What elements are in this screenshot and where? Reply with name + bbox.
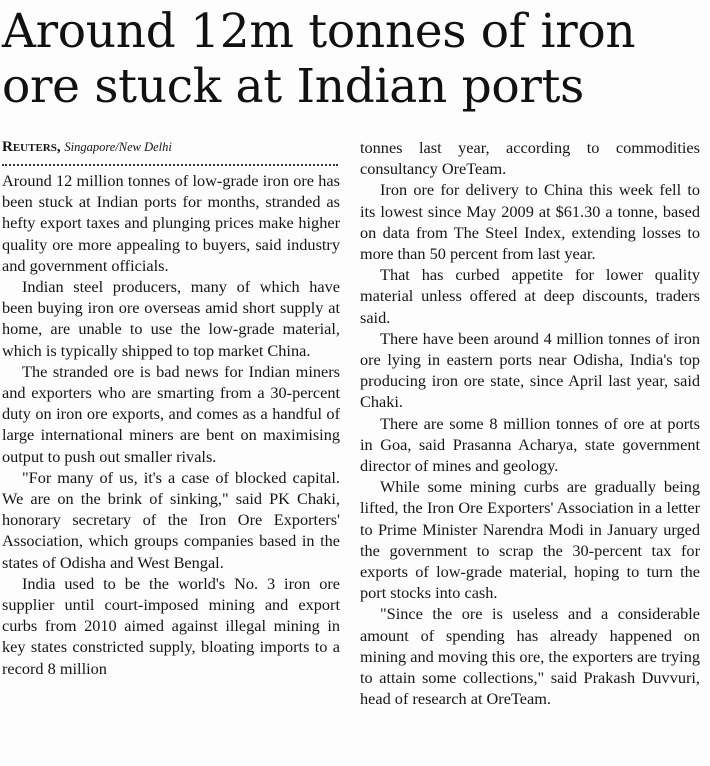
- article-column-2: [360, 137, 700, 709]
- paragraph: The stranded ore is bad news for Indian miners and exporters who are smarting from a 30-percent duty on iron ore exports, and comes as a handful of large international miners are bent on maximising output to push out smaller rivals.: [2, 361, 340, 466]
- paragraph: Iron ore for delivery to China this week fell to its lowest since May 2009 at $61.30 a tonne, based on data from The Steel Index, extending losses to more than 50 percent from last year.: [360, 180, 700, 264]
- paragraph: That has curbed appetite for lower quality material unless offered at deep discounts, traders said.: [360, 265, 700, 327]
- paragraph: There have been around 4 million tonnes of iron ore lying in eastern ports near Odisha, India's top producing iron ore state, since April last year, said Chaki.: [360, 328, 700, 412]
- paragraph: "Since the ore is useless and a considerable amount of spending has already happened on mining and moving this ore, the exporters are trying to attain some collections," said Prakash Duvvuri, head of research at OreTeam.: [360, 604, 700, 709]
- paragraph: While some mining curbs are gradually being lifted, the Iron Ore Exporters' Association in a letter to Prime Minister Narendra Modi in January urged the government to scrap the 30-percent tax for exports of low-grade material, hoping to turn the port stocks into cash.: [360, 477, 700, 603]
- headline: Around 12m tonnes of iron ore stuck at Indian ports: [2, 4, 636, 114]
- paragraph: tonnes last year, according to commodities consultancy OreTeam.: [360, 138, 700, 179]
- byline-place: Singapore/New Delhi: [64, 140, 172, 154]
- paragraph: Around 12 million tonnes of low-grade iron ore has been stuck at Indian ports for months, stranded as hefty export taxes and plunging prices make higher quality ore more appealing to buyers, said industry and government officials.: [2, 171, 340, 275]
- byline-agency: Reuters,: [2, 139, 61, 155]
- byline: [2, 136, 340, 158]
- paragraph: India used to be the world's No. 3 iron ore supplier until court-imposed mining and export curbs from 2010 aimed against illegal mining in key states constricted supply, bloating imports to a record 8 million: [2, 573, 340, 678]
- paragraph: "For many of us, it's a case of blocked capital. We are on the brink of sinking," said PK Chaki, honorary secretary of the Iron Ore Exporters' Association, which groups companies based in the states of Odisha and West Bengal.: [2, 467, 340, 572]
- article-column-1: [2, 136, 340, 679]
- dotted-divider: [2, 164, 338, 166]
- paragraph: There are some 8 million tonnes of ore at ports in Goa, said Prasanna Acharya, state government director of mines and geology.: [360, 413, 700, 476]
- paragraph: Indian steel producers, many of which have been buying iron ore overseas amid short supply at home, are unable to use the low-grade material, which is typically shipped to top market China.: [2, 277, 340, 360]
